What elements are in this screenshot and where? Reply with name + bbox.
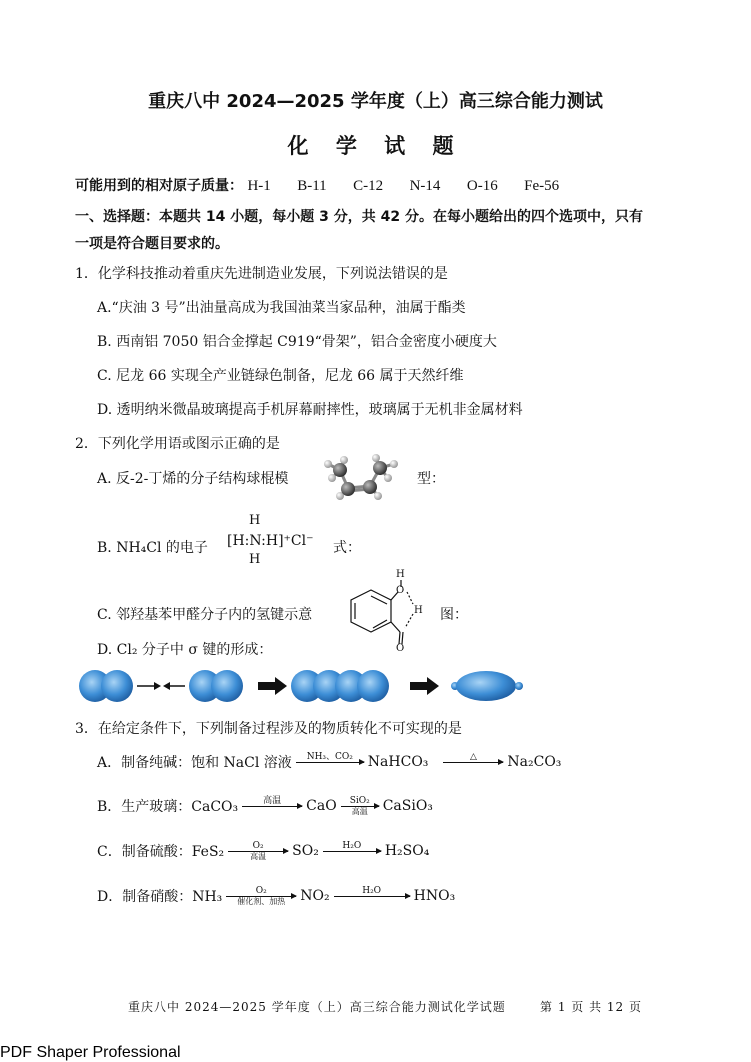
electron-formula-h-bottom: H (249, 552, 261, 567)
q3-stem: 3．在给定条件下，下列制备过程涉及的物质转化不可实现的是 (75, 721, 462, 737)
bold-arrow-icon (410, 677, 439, 695)
q3-c-product2: H₂SO₄ (384, 843, 430, 859)
ball-stick-model-icon (318, 452, 408, 502)
footer-page-number: 第 1 页 共 12 页 (540, 1000, 642, 1014)
exam-title: 重庆八中 2024—2025 学年度（上）高三综合能力测试 (148, 91, 603, 112)
hbond-h-top: H (396, 569, 405, 580)
q1-option-c: C. 尼龙 66 实现全产业链绿色制备，尼龙 66 属于天然纤维 (97, 368, 464, 384)
q1-option-d: D. 透明纳米微晶玻璃提高手机屏幕耐摔性，玻璃属于无机非金属材料 (97, 402, 523, 418)
pdf-watermark: PDF Shaper Professional (0, 1044, 181, 1061)
sigma-bond-orbital-icon (456, 671, 516, 701)
q3-a-label: A．制备纯碱：饱和 NaCl 溶液 (97, 755, 292, 771)
q3-option-c: C．制备硫酸：FeS₂ O₂ 高温 SO₂ H₂O H₂SO₄ (97, 841, 430, 861)
mass-item: Fe-56 (524, 178, 560, 194)
electron-formula: [H:N:H]⁺Cl⁻ (227, 533, 314, 549)
q3-option-b: B．生产玻璃：CaCO₃ 高温 CaO SiO₂ 高温 CaSiO₃ (97, 796, 433, 816)
footer-exam-name: 重庆八中 2024—2025 学年度（上）高三综合能力测试化学试题 (128, 1000, 506, 1014)
mass-item: B-11 (297, 178, 327, 194)
orbital-icon (101, 670, 133, 702)
q3-b-product1: CaO (306, 798, 337, 814)
q3-a-product2: Na₂CO₃ (507, 754, 562, 770)
q3-a-product1: NaHCO₃ (367, 754, 429, 770)
q3-option-a: A．制备纯碱：饱和 NaCl 溶液 NH₃、CO₂ NaHCO₃ △ Na₂CO₃ (97, 752, 562, 771)
q3-d-label: D．制备硝酸：NH₃ (97, 889, 223, 905)
subject-title: 化 学 试 题 (287, 134, 464, 158)
q2-stem: 2．下列化学用语或图示正确的是 (75, 436, 280, 452)
q3-option-d: D．制备硝酸：NH₃ O₂ 催化剂、加热 NO₂ H₂O HNO₃ (97, 886, 456, 906)
bold-arrow-icon (258, 677, 287, 695)
q3-d-product2: HNO₃ (413, 888, 456, 904)
mass-item: N-14 (409, 178, 441, 194)
q3-b-product2: CaSiO₃ (382, 798, 433, 814)
hbond-o-top: O (396, 585, 405, 596)
atomic-masses (75, 175, 581, 195)
masses-label: 可能用到的相对原子质量： (75, 178, 243, 194)
q2-option-a-text: A. 反-2-丁烯的分子结构球棍模 (97, 471, 289, 487)
sigma-bond-formation-diagram (75, 665, 535, 707)
q1-option-a: A.“庆油 3 号”出油量高成为我国油菜当家品种，油属于酯类 (97, 300, 466, 316)
section-instructions-line2: 一项是符合题目要求的。 (75, 236, 229, 252)
q2-option-b-suffix: 式： (333, 540, 361, 556)
hbond-h-middle: H (414, 605, 423, 616)
q1-stem: 1．化学科技推动着重庆先进制造业发展，下列说法错误的是 (75, 266, 448, 282)
q3-d-product1: NO₂ (300, 888, 330, 904)
q3-c-product1: SO₂ (292, 843, 319, 859)
section-instructions-line1: 一、选择题：本题共 14 小题，每小题 3 分，共 42 分。在每小题给出的四个选项中，只有 (75, 209, 643, 225)
hbond-o-bottom: O (396, 643, 405, 654)
q2-option-d-text: D. Cl₂ 分子中 σ 键的形成： (97, 642, 273, 658)
q2-option-b-text: B. NH₄Cl 的电子 (97, 540, 208, 556)
orbital-icon (211, 670, 243, 702)
mass-item: O-16 (466, 178, 498, 194)
q3-c-label: C．制备硫酸：FeS₂ (97, 844, 225, 860)
electron-formula-h-top: H (249, 513, 261, 528)
orbital-icon (357, 670, 389, 702)
q2-option-a-suffix: 型： (417, 471, 445, 487)
q2-option-c-suffix: 图： (440, 607, 468, 623)
q1-option-b: B. 西南铝 7050 铝合金撑起 C919“骨架”，铝合金密度小硬度大 (97, 334, 497, 350)
q2-option-c-text: C. 邻羟基苯甲醛分子内的氢键示意 (97, 607, 313, 623)
q3-b-label: B．生产玻璃：CaCO₃ (97, 799, 239, 815)
mass-item: C-12 (353, 178, 384, 194)
mass-item: H-1 (247, 178, 271, 194)
